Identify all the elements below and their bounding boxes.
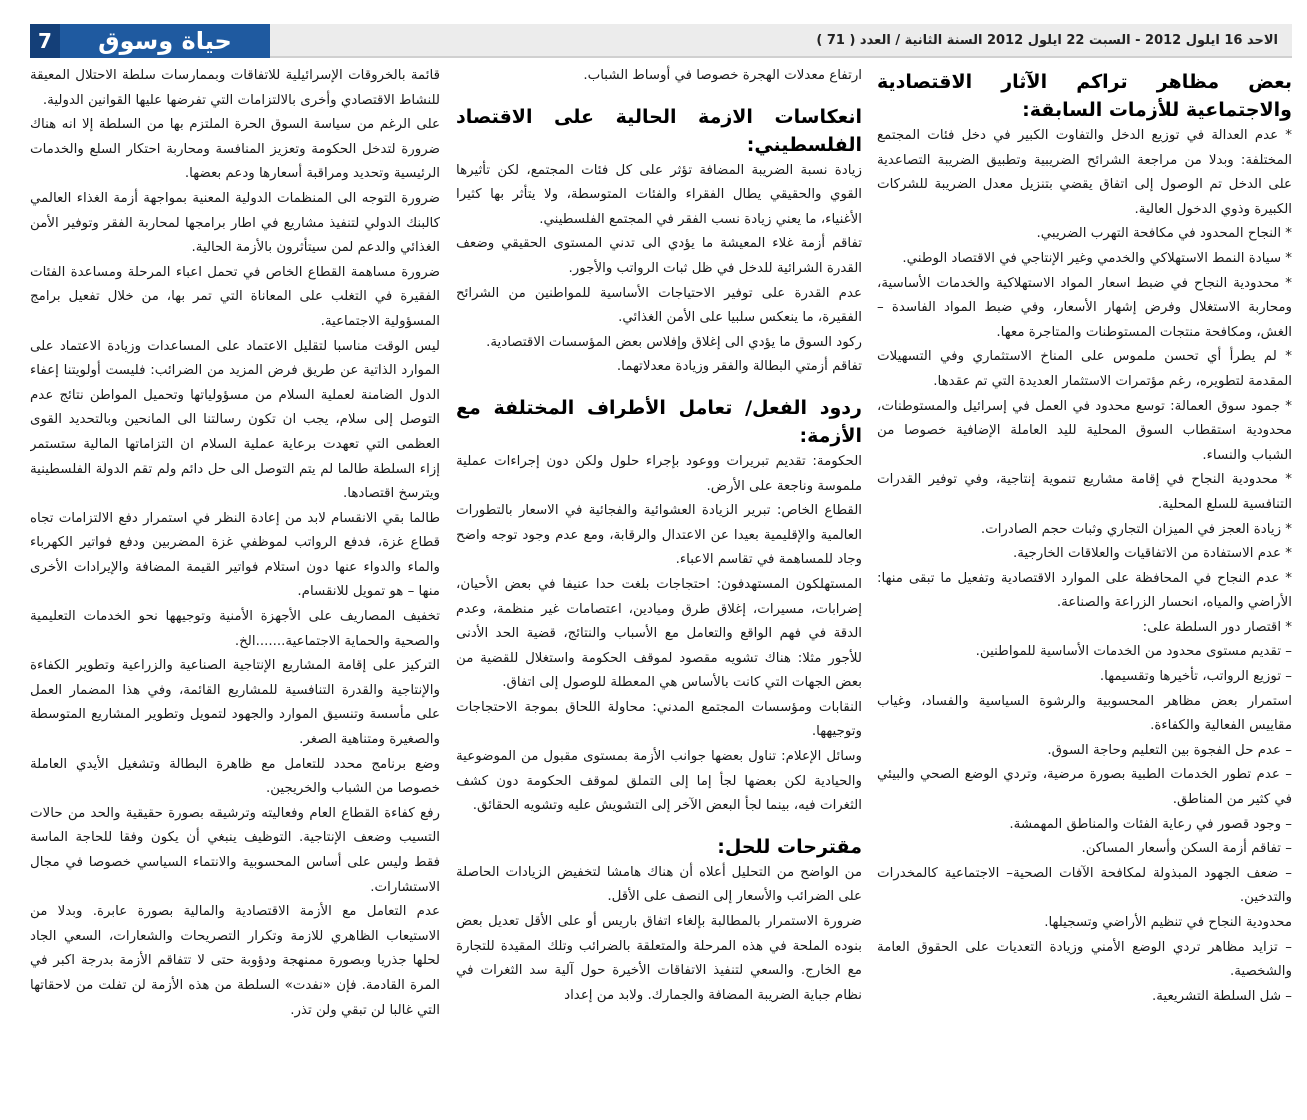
article-paragraph: المستهلكون المستهدفون: احتجاجات بلغت حدا عنيفا في بعض الأحيان، إضرابات، مسيرات، إغلاق طرق وميادين، اعتصامات غير منظمة، وعدم الدقة في فهم الواقع والتعامل مع الأسباب والنتائج، قضية الحد الأدنى للأجور مثلا: هناك تشويه مقصود لموقف الحكومة واستغلال للقضية من بعض الجهات التي كانت بالأساس هي المعطلة للوصول إلى اتفاق. xyxy=(456,576,862,691)
article-paragraph: ضرورة مساهمة القطاع الخاص في تحمل اعباء المرحلة ومساعدة الفئات الفقيرة في التغلب على المعاناة التي تمر بها، من خلال تفعيل برامج المسؤولية الاجتماعية. xyxy=(30,264,440,329)
article-paragraph: * محدودية النجاح في إقامة مشاريع تنموية إنتاجية، وفي توفير القدرات التنافسية للسلع المحلية. xyxy=(877,472,1292,512)
section-logo: حياة وسوق xyxy=(60,24,270,58)
article-paragraph: استمرار بعض مظاهر المحسوبية والرشوة السياسية والفساد، وغياب مقاييس الفعالية والكفاءة. xyxy=(877,693,1292,734)
article-paragraph: – وجود قصور في رعاية الفئات والمناطق المهمشة. xyxy=(1009,816,1292,832)
article-paragraph: * سيادة النمط الاستهلاكي والخدمي وغير الإنتاجي في الاقتصاد الوطني. xyxy=(902,250,1292,266)
article-paragraph: وسائل الإعلام: تناول بعضها جوانب الأزمة بمستوى مقبول من الموضوعية والحيادية لكن بعضها لجأ إما إلى التملق لموقف الحكومة دون كشف الثغرات فيه، بينما لجأ البعض الآخر إلى التشويش عليه وتشويه الحقائق. xyxy=(456,749,862,814)
article-paragraph: – تزايد مظاهر تردي الوضع الأمني وزيادة التعديات على الحقوق العامة والشخصية. xyxy=(877,939,1292,980)
article-paragraph: ضرورة التوجه الى المنظمات الدولية المعنية بمواجهة أزمة الغذاء العالمي كالبنك الدولي لتنفيذ مشاريع في اطار برامجها لمحاربة الفقر وتوفير الأمن الغذائي والدعم لمن سيتأثرون بالأزمة الحالية. xyxy=(30,190,440,256)
article-paragraph: * عدم العدالة في توزيع الدخل والتفاوت الكبير في دخل فئات المجتمع المختلفة: وبدلا من مراجعة الشرائح الضريبية وتطبيق الضريبة التصاعدية على الدخل تم الوصول إلى اتفاق يقضي بتنزيل معدل الضريبة للشركات الكبيرة وذوي الدخول العالية. xyxy=(877,128,1292,217)
article-paragraph: التركيز على إقامة المشاريع الإنتاجية الصناعية والزراعية وتطوير الكفاءة والإنتاجية والقدرة التنافسية للمشاريع القائمة، وفي هذا المضمار العمل على مأسسة وتنسيق الموارد والجهود لتمويل وتطوير المشاريع المتوسطة والصغيرة ومتناهية الصغر. xyxy=(30,658,440,748)
article-columns xyxy=(30,64,1292,1114)
article-paragraph: * النجاح المحدود في مكافحة التهرب الضريبي. xyxy=(1036,226,1292,242)
article-paragraph: * عدم الاستفادة من الاتفاقيات والعلاقات الخارجية. xyxy=(1013,546,1292,562)
article-paragraph: * محدودية النجاح في ضبط اسعار المواد الاستهلاكية والخدمات الأساسية، ومحاربة الاستغلال وفرض إشهار الأسعار، وفي ضبط المواد الفاسدة – الغش، ومكافحة منتجات المستوطنات والمتاجرة معها. xyxy=(877,275,1292,340)
section-heading: مقترحات للحل: xyxy=(717,835,862,858)
article-paragraph: – شل السلطة التشريعية. xyxy=(1151,988,1292,1004)
article-paragraph: – توزيع الرواتب، تأخيرها وتقسيمها. xyxy=(1099,669,1292,685)
article-paragraph: ارتفاع معدلات الهجرة خصوصا في أوساط الشباب. xyxy=(583,68,862,83)
article-paragraph: – ضعف الجهود المبذولة لمكافحة الآفات الصحية– الاجتماعية كالمخدرات والتدخين. xyxy=(877,865,1292,906)
article-paragraph: من الواضح من التحليل أعلاه أن هناك هامشا لتخفيض الزيادات الحاصلة على الضرائب والأسعار إلى النصف على الأقل. xyxy=(456,864,862,905)
article-paragraph: * اقتصار دور السلطة على: xyxy=(1142,619,1292,635)
article-paragraph: عدم القدرة على توفير الاحتياجات الأساسية للمواطنين من الشرائح الفقيرة، ما ينعكس سلبيا على الأمن الغذائي. xyxy=(456,285,862,326)
article-paragraph: القطاع الخاص: تبرير الزيادة العشوائية والفجائية في الاسعار بالتطورات العالمية والإقليمية بعيدا عن الاعتدال والرقابة، ومع عدم وجود توجه واضح وجاد للمساهمة في تقاسم الاعباء. xyxy=(456,503,862,568)
article-paragraph: – تقديم مستوى محدود من الخدمات الأساسية للمواطنين. xyxy=(975,644,1292,660)
article-paragraph: قائمة بالخروقات الإسرائيلية للاتفاقات وبممارسات سلطة الاحتلال المعيقة للنشاط الاقتصادي وأخرى بالالتزامات التي تفرضها عليها القوانين الدولية. xyxy=(30,68,440,108)
article-paragraph: وضع برنامج محدد للتعامل مع ظاهرة البطالة وتشغيل الأيدي العاملة خصوصا من الشباب والخريجين. xyxy=(30,756,440,797)
article-paragraph: عدم التعامل مع الأزمة الاقتصادية والمالية بصورة عابرة. وبدلا من الاستيعاب الظاهري للازمة وتكرار التصريحات والشعارات، السعي الجاد لحلها جذريا وبصورة ممنهجة ودؤوبة حتى لا تتفاقم الأزمة بدرجة اكبر في المرة القادمة. فإن «نفدت» السلطة من هذه الأزمة لن تفلت من لاحقاتها التي غالبا لن تبقي ولن تذر. xyxy=(30,904,440,1018)
article-paragraph: تخفيف المصاريف على الأجهزة الأمنية وتوجيهها نحو الخدمات التعليمية والصحية والحماية الاجتماعية.......الخ. xyxy=(30,609,440,649)
article-paragraph: رفع كفاءة القطاع العام وفعاليته وترشيقه بصورة حقيقية والحد من حالات التسيب وضعف الإنتاجية. التوظيف ينبغي أن يكون وفقا للحاجة الماسة فقط وليس على أساس المحسوبية والانتماء السياسي خصوصا في مجال الاستشارات. xyxy=(30,805,440,895)
article-paragraph: * زيادة العجز في الميزان التجاري وثبات حجم الصادرات. xyxy=(980,521,1292,537)
issue-date: الاحد 16 ايلول 2012 - السبت 22 ايلول 2012 السنة الثانية / العدد ( 71 ) xyxy=(816,33,1278,48)
section-heading: انعكاسات الازمة الحالية على الاقتصاد الفلسطيني: xyxy=(456,105,862,156)
article-paragraph: تفاقم أزمتي البطالة والفقر وزيادة معدلاتهما. xyxy=(616,359,862,375)
column-middle xyxy=(456,64,862,1114)
article-paragraph: – عدم حل الفجوة بين التعليم وحاجة السوق. xyxy=(1047,742,1292,758)
article-paragraph: ليس الوقت مناسبا لتقليل الاعتماد على المساعدات وزيادة الاعتماد على الموارد الذاتية عن طريق فرض المزيد من الضرائب: فليست أولويتنا إعفاء الدول الضامنة لعملية السلام من مسؤولياتها وتحميل المواطن نتائج عدم التوصل إلى سلام، يجب ان تكون رسالتنا الى المانحين وبالتحديد القوى العظمى التي تعهدت برعاية عملية السلام ان التزاماتها المالية ستستمر إزاء السلطة طالما لم يتم التوصل الى حل دائم ولم تقم الدولة الفلسطينية ويترسخ اقتصادها. xyxy=(30,338,440,502)
article-paragraph: * عدم النجاح في المحافظة على الموارد الاقتصادية وتفعيل ما تبقى منها: الأراضي والمياه، انحسار الزراعة والصناعة. xyxy=(877,570,1292,611)
page-header xyxy=(30,24,1292,58)
article-paragraph: – عدم تطور الخدمات الطبية بصورة مرضية، وتردي الوضع الصحي والبيئي في كثير من المناطق. xyxy=(877,767,1292,808)
article-paragraph: ضرورة الاستمرار بالمطالبة بإلغاء اتفاق باريس أو على الأقل تعديل بعض بنوده الملحة في هذه المرحلة والمتعلقة بالضرائب وتلك المقيدة للتجارة مع الخارج. والسعي لتنفيذ الاتفاقات الأخيرة حول آلية سد الثغرات في نظام جباية الضريبة المضافة والجمارك. ولابد من إعداد xyxy=(456,914,862,1003)
article-paragraph: تفاقم أزمة غلاء المعيشة ما يؤدي الى تدني المستوى الحقيقي وضعف القدرة الشرائية للدخل في ظل ثبات الرواتب والأجور. xyxy=(456,236,862,276)
article-paragraph: – تفاقم أزمة السكن وأسعار المساكن. xyxy=(1081,841,1292,857)
article-paragraph: النقابات ومؤسسات المجتمع المدني: محاولة اللحاق بموجة الاحتجاجات وتوجيهها. xyxy=(456,699,862,740)
article-paragraph: محدودية النجاح في تنظيم الأراضي وتسجيلها. xyxy=(1044,915,1292,930)
section-heading: بعض مظاهر تراكم الآثار الاقتصادية والاجتماعية للأزمات السابقة: xyxy=(877,71,1292,121)
page-number: 7 xyxy=(30,24,60,58)
section-heading: ردود الفعل/ تعامل الأطراف المختلفة مع الأزمة: xyxy=(456,396,862,447)
column-right xyxy=(877,64,1292,1114)
article-paragraph: ركود السوق ما يؤدي الى إغلاق وإفلاس بعض المؤسسات الاقتصادية. xyxy=(486,334,862,350)
article-paragraph: * لم يطرأ أي تحسن ملموس على المناخ الاستثماري وفي التسهيلات المقدمة لتطويره، رغم مؤتمرات الاستثمار العديدة التي تم عقدها. xyxy=(877,349,1292,389)
article-paragraph: الحكومة: تقديم تبريرات ووعود بإجراء حلول ولكن دون إجراءات عملية ملموسة وناجعة على الأرض. xyxy=(456,453,862,494)
article-paragraph: زيادة نسبة الضريبة المضافة تؤثر على كل فئات المجتمع، لكن تأثيرها القوي والحقيقي يطال الفقراء والفئات المتوسطة، ولا يتأثر بها كثيرا الأغنياء، ما يعني زيادة نسب الفقر في المجتمع الفلسطيني. xyxy=(456,162,862,227)
article-paragraph: * جمود سوق العمالة: توسع محدود في العمل في إسرائيل والمستوطنات، محدودية استقطاب السوق المحلية لليد العاملة الإضافية خصوصا من الشباب والنساء. xyxy=(877,398,1292,463)
column-left xyxy=(30,64,440,1114)
article-paragraph: على الرغم من سياسة السوق الحرة الملتزم بها من السلطة إلا انه هناك ضرورة لتدخل الحكومة وتعزيز المنافسة ومحاربة احتكار السلع والخدمات الرئيسية وتحديد ومراقبة أسعارها ودعم بعضها. xyxy=(30,117,440,182)
article-paragraph: طالما بقي الانقسام لابد من إعادة النظر في استمرار دفع الالتزامات تجاه قطاع غزة، فدفع الرواتب لموظفي غزة المضربين ودفع فواتير الكهرباء والماء والدواء عنها دون استلام فواتير القيمة المضافة والإيرادات الأخرى منها – هو تمويل للانقسام. xyxy=(30,510,440,600)
